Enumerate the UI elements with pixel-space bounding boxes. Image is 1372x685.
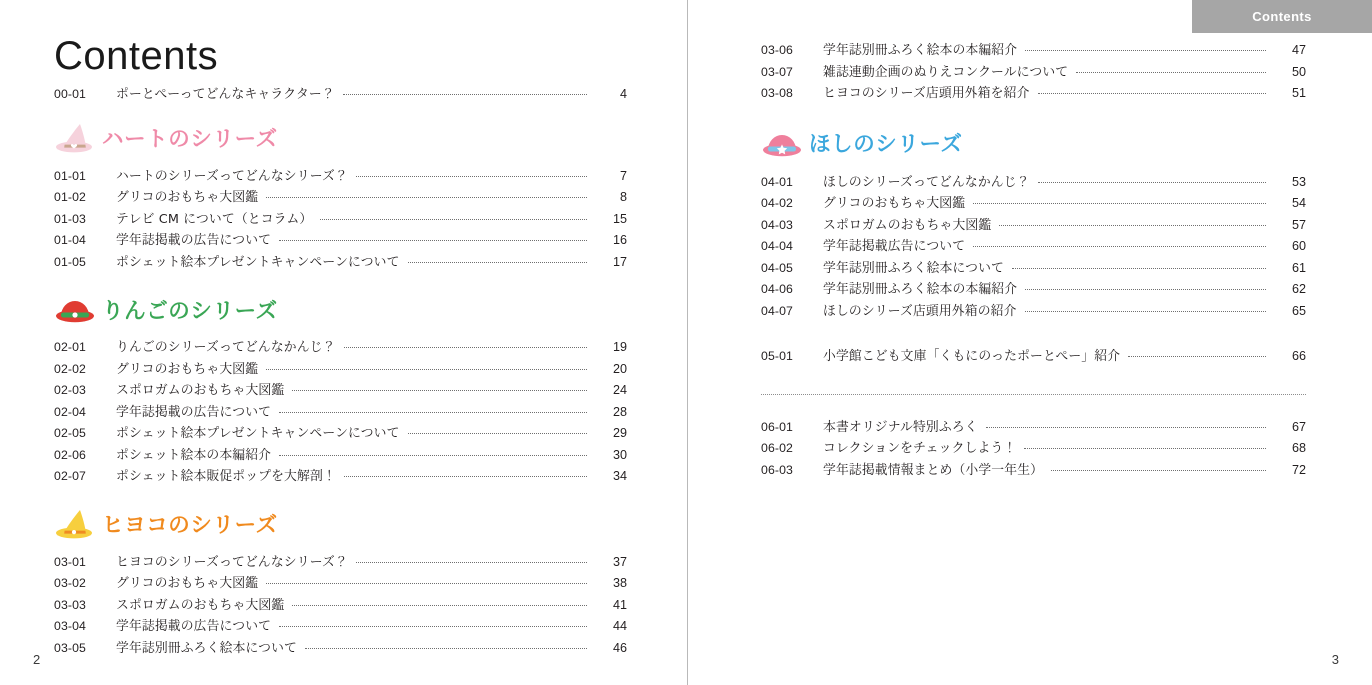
toc-entry[interactable] xyxy=(761,172,1306,194)
toc-entry[interactable] xyxy=(761,236,1306,258)
toc-dot-leader xyxy=(1012,260,1266,272)
toc-entry-page-number: 8 xyxy=(619,190,627,204)
toc-entry[interactable] xyxy=(54,638,627,660)
toc-section-heading[interactable] xyxy=(54,118,627,158)
toc-dot-leader xyxy=(986,419,1266,431)
toc-entry-title: スポロガムのおもちゃ大図鑑 xyxy=(823,217,992,233)
toc-entry[interactable] xyxy=(761,438,1306,460)
toc-entry-title: ほしのシリーズ店頭用外箱の紹介 xyxy=(823,303,1017,319)
toc-section-heading[interactable] xyxy=(54,289,627,329)
toc-section-heading[interactable] xyxy=(761,123,1306,163)
toc-dot-leader xyxy=(266,575,587,587)
toc-entry-number: 01-01 xyxy=(54,168,86,183)
toc-entry[interactable] xyxy=(54,337,627,359)
toc-entry-title: 学年誌掲載広告について xyxy=(823,239,966,254)
toc-entry-page-number: 19 xyxy=(612,340,627,354)
toc-entry[interactable] xyxy=(761,193,1306,215)
toc-entry-number: 03-03 xyxy=(54,597,86,612)
toc-dot-leader xyxy=(305,640,587,652)
toc-section-label: りんごのシリーズ xyxy=(102,298,278,324)
toc-dot-leader xyxy=(1051,462,1266,474)
toc-dot-leader xyxy=(973,195,1266,207)
toc-entry-page-number: 51 xyxy=(1291,86,1306,100)
toc-entry-title: 本書オリジナル特別ふろく xyxy=(823,419,978,435)
page-title: Contents xyxy=(54,34,219,78)
toc-entry[interactable] xyxy=(761,346,1306,368)
contents-tab[interactable]: Contents xyxy=(1192,0,1372,33)
toc-entry-page-number: 37 xyxy=(612,554,627,569)
toc-entry-page-number: 53 xyxy=(1291,174,1306,189)
toc-entry-title: 学年誌別冊ふろく絵本について xyxy=(116,640,298,656)
toc-entry-title: ハートのシリーズってどんなシリーズ？ xyxy=(116,168,348,184)
toc-dot-leader xyxy=(343,86,587,98)
toc-dot-leader xyxy=(1024,440,1266,452)
toc-entry-page-number: 17 xyxy=(612,254,627,269)
toc-entry-number: 06-01 xyxy=(761,419,793,434)
toc-entry-number: 03-07 xyxy=(761,64,793,79)
toc-entry[interactable] xyxy=(54,423,627,445)
toc-entry-title: ヒヨコのシリーズってどんなシリーズ？ xyxy=(116,554,348,570)
toc-entry-title: スポロガムのおもちゃ大図鑑 xyxy=(116,383,285,398)
toc-dot-leader xyxy=(320,211,587,223)
toc-entry-page-number: 24 xyxy=(612,383,627,397)
right-page-entry-list xyxy=(761,40,1306,481)
toc-entry-number: 06-03 xyxy=(761,462,793,477)
toc-entry-title: グリコのおもちゃ大図鑑 xyxy=(116,361,259,377)
section-head-gap xyxy=(54,329,627,337)
toc-entry[interactable] xyxy=(54,402,627,424)
toc-entry-page-number: 68 xyxy=(1291,441,1306,455)
toc-entry[interactable] xyxy=(761,301,1306,323)
toc-entry-title: 学年誌掲載の広告について xyxy=(116,233,272,248)
toc-entry-title: ポシェット絵本販促ポップを大解剖！ xyxy=(116,469,336,484)
toc-entry-page-number: 66 xyxy=(1291,349,1306,363)
toc-dot-leader xyxy=(999,217,1266,229)
toc-entry[interactable] xyxy=(761,83,1306,105)
right-page xyxy=(687,0,1372,685)
section-gap xyxy=(54,273,627,289)
toc-entry[interactable] xyxy=(54,573,627,595)
toc-entry[interactable] xyxy=(54,209,627,231)
toc-entry[interactable] xyxy=(54,359,627,381)
toc-dot-leader xyxy=(279,618,587,630)
toc-dot-leader xyxy=(1038,85,1266,97)
toc-entry-title: 学年誌掲載情報まとめ（小学一年生） xyxy=(823,462,1044,478)
toc-entry[interactable] xyxy=(761,62,1306,84)
toc-dot-leader xyxy=(356,554,587,566)
toc-entry-title: グリコのおもちゃ大図鑑 xyxy=(823,196,966,211)
toc-entry[interactable] xyxy=(54,187,627,209)
toc-dot-leader xyxy=(1025,42,1266,54)
toc-entry-number: 03-08 xyxy=(761,86,793,100)
red-hat-icon xyxy=(54,292,96,326)
toc-dot-leader xyxy=(1076,64,1266,76)
toc-entry-number: 03-04 xyxy=(54,619,86,633)
toc-dot-leader xyxy=(1128,348,1266,360)
toc-entry[interactable] xyxy=(761,417,1306,439)
toc-entry-title: 小学館こども文庫「くもにのったポーとぺー」紹介 xyxy=(823,349,1121,364)
toc-section-label: ハートのシリーズ xyxy=(102,127,278,152)
toc-entry-title: テレビ CM について（とコラム） xyxy=(116,211,313,227)
toc-entry[interactable] xyxy=(54,552,627,574)
folio-left: 2 xyxy=(33,652,41,667)
toc-entry[interactable] xyxy=(761,258,1306,280)
toc-entry-page-number: 29 xyxy=(612,426,627,440)
toc-entry-title: 学年誌掲載の広告について xyxy=(116,404,272,420)
toc-entry[interactable] xyxy=(54,466,627,488)
toc-entry-number: 04-06 xyxy=(761,282,793,296)
toc-entry-title: ポーとぺーってどんなキャラクター？ xyxy=(116,87,335,102)
toc-entry-title: スポロガムのおもちゃ大図鑑 xyxy=(116,597,285,613)
toc-entry-page-number: 20 xyxy=(612,361,627,376)
toc-entry-page-number: 38 xyxy=(612,576,627,590)
toc-section-heading[interactable] xyxy=(54,504,627,544)
toc-entry-number: 02-07 xyxy=(54,469,86,483)
toc-entry[interactable] xyxy=(761,215,1306,237)
section-head-gap xyxy=(761,163,1306,172)
pink-witch-hat-icon xyxy=(54,121,96,155)
section-head-gap xyxy=(54,158,627,166)
toc-entry-title: ヒヨコのシリーズ店頭用外箱を紹介 xyxy=(823,86,1030,101)
toc-dot-leader xyxy=(292,382,587,394)
section-gap xyxy=(54,488,627,504)
toc-entry-title: ポシェット絵本プレゼントキャンペーンについて xyxy=(116,426,400,441)
toc-dot-leader xyxy=(1025,281,1266,293)
toc-entry-number: 03-02 xyxy=(54,576,86,590)
toc-entry-number: 02-02 xyxy=(54,361,86,376)
toc-entry-title: コレクションをチェックしよう！ xyxy=(823,441,1017,456)
toc-dot-leader xyxy=(1038,174,1266,186)
toc-entry-page-number: 72 xyxy=(1291,462,1306,477)
toc-entry-title: 学年誌別冊ふろく絵本について xyxy=(823,260,1005,276)
toc-entry-number: 01-03 xyxy=(54,211,86,226)
pink-round-hat-icon xyxy=(761,126,803,160)
toc-entry-number: 02-05 xyxy=(54,426,86,440)
toc-entry[interactable] xyxy=(761,279,1306,301)
toc-entry-page-number: 16 xyxy=(612,233,627,247)
toc-section-label: ほしのシリーズ xyxy=(809,132,963,157)
toc-entry-title: りんごのシリーズってどんなかんじ？ xyxy=(116,340,336,355)
toc-entry-page-number: 61 xyxy=(1291,260,1306,275)
section-gap xyxy=(54,106,627,118)
toc-dot-leader xyxy=(279,447,587,459)
toc-entry-title: ポシェット絵本プレゼントキャンペーンについて xyxy=(116,254,400,270)
toc-dot-leader xyxy=(973,238,1266,250)
toc-dot-leader xyxy=(266,361,587,373)
section-gap xyxy=(761,105,1306,123)
toc-entry-number: 05-01 xyxy=(761,349,793,363)
toc-entry-page-number: 7 xyxy=(619,168,627,183)
toc-entry-title: グリコのおもちゃ大図鑑 xyxy=(116,576,259,591)
toc-entry-page-number: 30 xyxy=(612,447,627,462)
toc-entry-number: 04-02 xyxy=(761,196,793,210)
toc-entry-title: 学年誌掲載の広告について xyxy=(116,619,272,634)
toc-dot-leader xyxy=(292,597,587,609)
toc-entry-title: 雑誌連動企画のぬりえコンクールについて xyxy=(823,64,1069,80)
toc-entry-number: 03-01 xyxy=(54,554,86,569)
toc-entry-page-number: 47 xyxy=(1291,43,1306,57)
section-head-gap xyxy=(54,544,627,552)
toc-entry-number: 00-01 xyxy=(54,87,86,101)
toc-dot-leader xyxy=(344,339,587,351)
toc-entry[interactable] xyxy=(761,40,1306,62)
toc-entry[interactable] xyxy=(54,166,627,188)
toc-entry-number: 01-05 xyxy=(54,254,86,269)
toc-entry-title: ポシェット絵本の本編紹介 xyxy=(116,447,272,463)
yellow-witch-hat-icon xyxy=(54,507,96,541)
toc-entry-number: 03-05 xyxy=(54,640,86,655)
toc-entry-title: 学年誌別冊ふろく絵本の本編紹介 xyxy=(823,282,1018,297)
toc-entry-number: 04-05 xyxy=(761,260,793,275)
toc-entry-number: 04-01 xyxy=(761,174,793,189)
toc-section-label: ヒヨコのシリーズ xyxy=(102,513,278,538)
toc-entry-number: 06-02 xyxy=(761,441,793,455)
toc-entry-page-number: 4 xyxy=(619,87,627,101)
toc-dot-leader xyxy=(279,404,587,416)
toc-dot-leader xyxy=(1025,303,1266,315)
toc-entry[interactable] xyxy=(54,252,627,274)
toc-entry-number: 02-06 xyxy=(54,447,86,462)
toc-entry-number: 04-07 xyxy=(761,303,793,318)
toc-entry-page-number: 41 xyxy=(612,597,627,612)
divider-gap-bottom xyxy=(761,395,1306,417)
toc-entry[interactable] xyxy=(54,616,627,638)
toc-dot-leader xyxy=(344,468,587,480)
toc-entry-title: ほしのシリーズってどんなかんじ？ xyxy=(823,174,1030,190)
toc-entry[interactable] xyxy=(54,445,627,467)
toc-entry-page-number: 44 xyxy=(612,619,627,633)
toc-dot-leader xyxy=(356,168,587,180)
folio-right: 3 xyxy=(1331,652,1339,667)
toc-entry-page-number: 54 xyxy=(1291,196,1306,210)
toc-entry-page-number: 62 xyxy=(1291,282,1306,296)
toc-dot-leader xyxy=(408,425,587,437)
toc-entry-number: 04-04 xyxy=(761,239,793,253)
toc-entry[interactable] xyxy=(54,84,627,106)
toc-entry-page-number: 67 xyxy=(1291,419,1306,434)
toc-entry-number: 04-03 xyxy=(761,217,793,232)
toc-entry-number: 02-04 xyxy=(54,404,86,419)
toc-entry-title: 学年誌別冊ふろく絵本の本編紹介 xyxy=(823,43,1018,58)
toc-entry-page-number: 28 xyxy=(612,404,627,419)
toc-entry-number: 01-04 xyxy=(54,233,86,247)
toc-entry-page-number: 34 xyxy=(612,469,627,483)
toc-entry-page-number: 57 xyxy=(1291,217,1306,232)
toc-entry-number: 03-06 xyxy=(761,43,793,57)
toc-entry[interactable] xyxy=(54,380,627,402)
standalone-gap xyxy=(761,322,1306,346)
divider-gap-top xyxy=(761,368,1306,394)
toc-dot-leader xyxy=(266,189,587,201)
left-page-entry-list xyxy=(54,84,627,659)
toc-entry-number: 01-02 xyxy=(54,190,86,204)
toc-dot-leader xyxy=(408,254,587,266)
toc-entry-page-number: 65 xyxy=(1291,303,1306,318)
toc-entry-number: 02-01 xyxy=(54,340,86,354)
toc-entry-page-number: 46 xyxy=(612,640,627,655)
toc-entry-page-number: 15 xyxy=(612,211,627,226)
toc-entry-title: グリコのおもちゃ大図鑑 xyxy=(116,190,259,205)
toc-dot-leader xyxy=(279,232,587,244)
toc-entry-page-number: 60 xyxy=(1291,239,1306,253)
toc-entry[interactable] xyxy=(54,595,627,617)
toc-entry[interactable] xyxy=(54,230,627,252)
toc-entry-number: 02-03 xyxy=(54,383,86,397)
toc-entry[interactable] xyxy=(761,460,1306,482)
toc-entry-page-number: 50 xyxy=(1291,64,1306,79)
